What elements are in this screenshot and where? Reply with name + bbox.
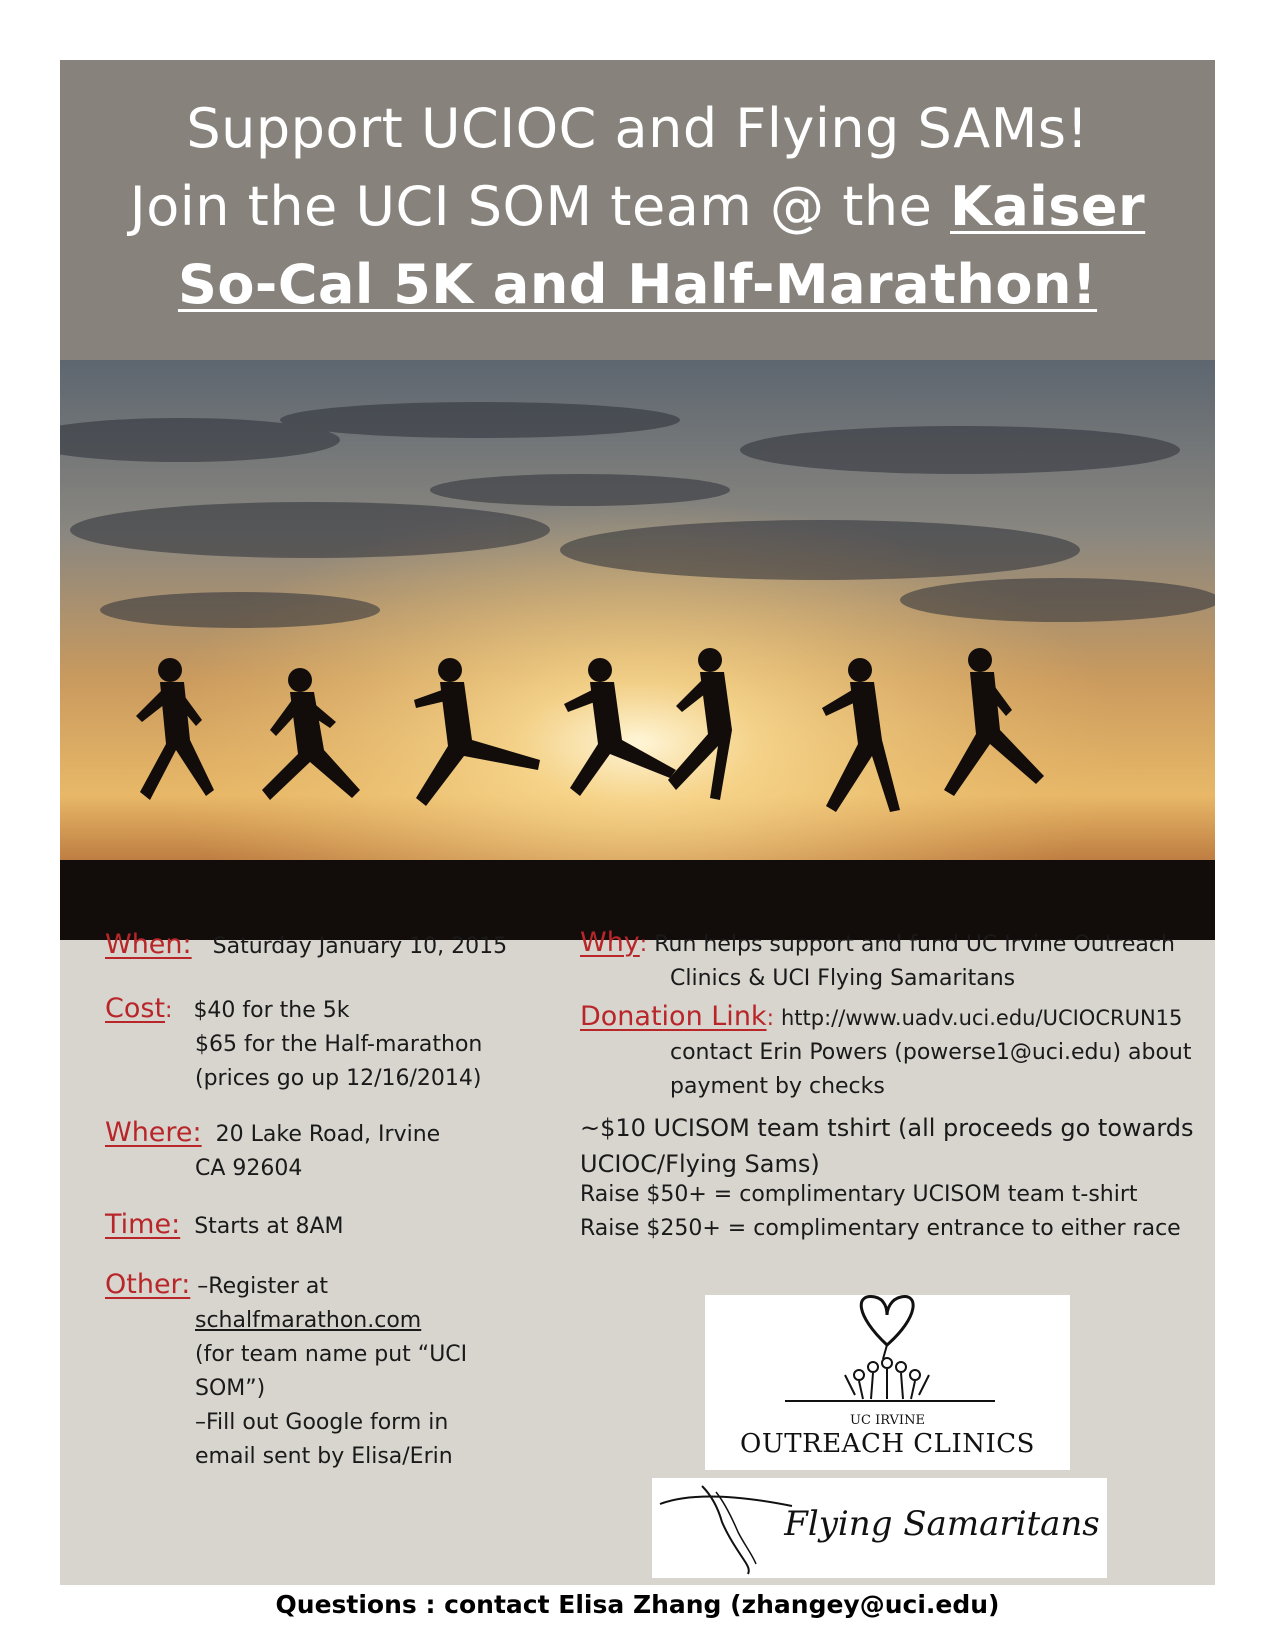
- when-value: Saturday January 10, 2015: [212, 934, 508, 959]
- flyer-header: [60, 60, 1215, 360]
- header-kaiser-link[interactable]: Kaiser: [950, 175, 1146, 238]
- when-label: When:: [105, 929, 192, 960]
- runners-sunset-image: [60, 360, 1215, 940]
- why-label: Why: [580, 927, 640, 958]
- other-team-name: (for team name put “UCI: [195, 1342, 468, 1367]
- other-google-form: –Fill out Google form in: [195, 1410, 449, 1435]
- cost-sep: :: [165, 998, 173, 1023]
- where-address: 20 Lake Road, Irvine: [215, 1122, 441, 1147]
- other-section: [105, 1268, 545, 1474]
- cost-section: [105, 992, 545, 1096]
- donation-contact: contact Erin Powers (powerse1@uci.edu) about: [670, 1040, 1192, 1065]
- donation-label: Donation Link: [580, 1001, 767, 1032]
- tshirt-line-1: ~$10 UCISOM team tshirt (all proceeds go towards: [580, 1114, 1194, 1142]
- cost-label: Cost: [105, 993, 166, 1024]
- header-race-link[interactable]: So-Cal 5K and Half-Marathon!: [177, 253, 1098, 316]
- other-register: –Register at: [197, 1274, 328, 1299]
- raise-section: [580, 1178, 1220, 1246]
- ucioc-top-text: UC IRVINE: [850, 1413, 925, 1428]
- header-line-2-text: Join the UCI SOM team @ the: [129, 175, 950, 238]
- donation-sep: :: [766, 1006, 774, 1031]
- cost-half: $65 for the Half-marathon: [195, 1032, 483, 1057]
- raise-50: Raise $50+ = complimentary UCISOM team t-shirt: [580, 1182, 1138, 1207]
- tshirt-section: [580, 1110, 1220, 1182]
- other-email-note: email sent by Elisa/Erin: [195, 1444, 453, 1469]
- ucioc-logo: [705, 1295, 1070, 1470]
- time-value: Starts at 8AM: [194, 1214, 344, 1239]
- ucioc-bottom-text: OUTREACH CLINICS: [740, 1429, 1035, 1459]
- donation-checks: payment by checks: [670, 1074, 885, 1099]
- when-section: [105, 928, 545, 964]
- flying-samaritans-logo: [652, 1478, 1107, 1578]
- register-link[interactable]: schalfmarathon.com: [195, 1308, 422, 1333]
- other-team-name-cont: SOM”): [195, 1376, 266, 1401]
- cost-5k: $40 for the 5k: [193, 998, 350, 1023]
- donation-section: [580, 1000, 1220, 1104]
- questions-contact: Questions : contact Elisa Zhang (zhangey@uci.edu): [275, 1590, 1000, 1619]
- flying-samaritans-text: Flying Samaritans: [784, 1504, 1100, 1544]
- header-line-3[interactable]: [60, 246, 1215, 324]
- other-label: Other:: [105, 1269, 191, 1300]
- header-line-2: [60, 168, 1215, 246]
- cost-note: (prices go up 12/16/2014): [195, 1066, 482, 1091]
- time-label: Time:: [105, 1209, 181, 1240]
- where-label: Where:: [105, 1117, 202, 1148]
- time-section: [105, 1208, 545, 1244]
- header-line-1: Support UCIOC and Flying SAMs!: [186, 97, 1089, 160]
- why-text-cont: Clinics & UCI Flying Samaritans: [670, 966, 1016, 991]
- why-text: Run helps support and fund UC Irvine Outreach: [654, 932, 1175, 957]
- why-section: [580, 926, 1210, 996]
- donation-url[interactable]: http://www.uadv.uci.edu/UCIOCRUN15: [780, 1006, 1183, 1030]
- where-city: CA 92604: [195, 1156, 303, 1181]
- tshirt-line-2: UCIOC/Flying Sams): [580, 1150, 820, 1178]
- raise-250: Raise $250+ = complimentary entrance to either race: [580, 1216, 1181, 1241]
- where-section: [105, 1116, 545, 1186]
- why-sep: :: [639, 932, 648, 957]
- runners-sunset-photo: [60, 360, 1215, 940]
